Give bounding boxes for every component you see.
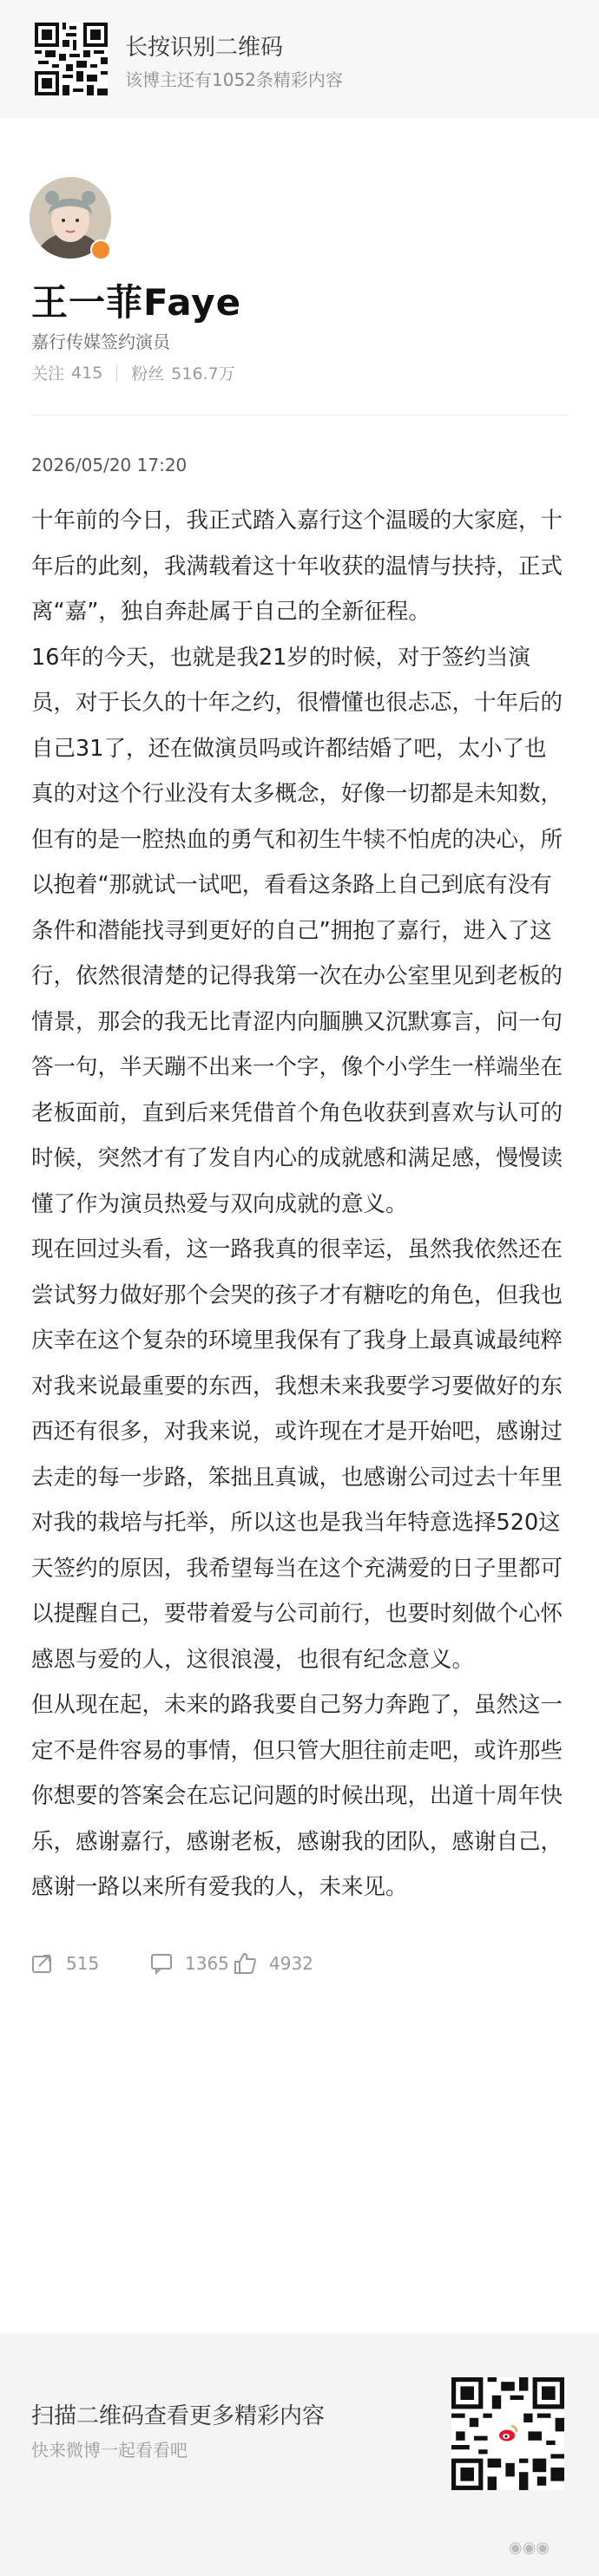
repost-count: 515: [66, 1953, 100, 1974]
post-date: 2026/05/20 17:20: [31, 455, 188, 475]
footer-title: 扫描二维码查看更多精彩内容: [31, 2403, 326, 2429]
repost-icon: [31, 1952, 54, 1975]
post-paragraph: 现在回过头看，这一路我真的很幸运，虽然我依然还在尝试努力做好那个会哭的孩子才有糖吃的角色，但我也庆幸在这个复杂的环境里我保有了我身上最真诚最纯粹对我来说最重要的东西，我想未来我要学习要做好的东西还有很多，对我来说，或许现在才是开始吧，感谢过去走的每一步路，笨拙且真诚，也感谢公司过去十年里对我的栽培与托举，所以这也是我当年特意选择520这天签约的原因，我希望每当在这个充满爱的日子里都可以提醒自己，要带着爱与公司前行，也要时刻做个心怀感恩与爱的人，这很浪漫，也很有纪念意义。: [31, 1236, 563, 1673]
repost-button[interactable]: [31, 1952, 99, 1975]
post-paragraph: 16年的今天，也就是我21岁的时候，对于签约当演员，对于长久的十年之约，很懵懂也很忐忑，十年后的自己31了，还在做演员吗或许都结婚了吧，太小了也真的对这个行业没有太多概念，好像一切都是未知数，但有的是一腔热血的勇气和初生牛犊不怕虎的决心，所以抱着“那就试一试吧，看看这条路上自己到底有没有条件和潜能找寻到更好的自己”拥抱了嘉行，进入了这行，依然很清楚的记得我第一次在办公室里见到老板的情景，那会的我无比青涩内向腼腆又沉默寡言，问一句答一句，半天蹦不出来一个字，像个小学生一样端坐在老板面前，直到后来凭借首个角色收获到喜欢与认可的时候，突然才有了发自内心的成就感和满足感，慢慢读懂了作为演员热爱与双向成就的意义。: [31, 644, 563, 1217]
like-icon: [233, 1952, 257, 1975]
followers-count: 516.7万: [171, 364, 235, 383]
verified-badge-icon: [90, 239, 111, 260]
section-divider: [31, 415, 568, 416]
following-label: 关注: [31, 364, 65, 383]
like-button[interactable]: [233, 1952, 313, 1975]
profile-bio: 嘉行传媒签约演员: [31, 331, 170, 352]
post-paragraph: 十年前的今日，我正式踏入嘉行这个温暖的大家庭，十年后的此刻，我满载着这十年收获的温情与扶持，正式离“嘉”，独自奔赴属于自己的全新征程。: [31, 508, 563, 625]
profile-name[interactable]: 王一菲Faye: [31, 281, 242, 324]
qr-code-icon[interactable]: [35, 23, 108, 95]
comment-button[interactable]: [150, 1952, 229, 1975]
qr-footer: [0, 2334, 599, 2576]
weibo-logo-icon: ◉◉◉: [509, 2539, 550, 2557]
comment-icon: [150, 1952, 173, 1975]
stats-divider: [116, 365, 117, 381]
comment-count: 1365: [185, 1953, 229, 1974]
following-count: 415: [71, 363, 103, 383]
footer-subtitle: 快来微博一起看看吧: [31, 2440, 188, 2461]
qr-code-icon[interactable]: [451, 2377, 564, 2490]
banner-title: 长按识别二维码: [125, 35, 284, 61]
profile-stats: [31, 361, 235, 384]
followers-label: 粉丝: [131, 364, 165, 383]
post-paragraph: 但从现在起，未来的路我要自己努力奔跑了，虽然这一定不是件容易的事情，但只管大胆往前走吧，或许那些你想要的答案会在忘记问题的时候出现，出道十周年快乐，感谢嘉行，感谢老板，感谢我的团队，感谢自己，感谢一路以来所有爱我的人，未来见。: [31, 1692, 563, 1900]
post-body: [31, 498, 568, 1911]
like-count: 4932: [269, 1953, 313, 1974]
weibo-logo-icon: [497, 2422, 519, 2445]
qr-banner: [0, 0, 599, 118]
banner-subtitle: 该博主还有1052条精彩内容: [125, 69, 343, 90]
